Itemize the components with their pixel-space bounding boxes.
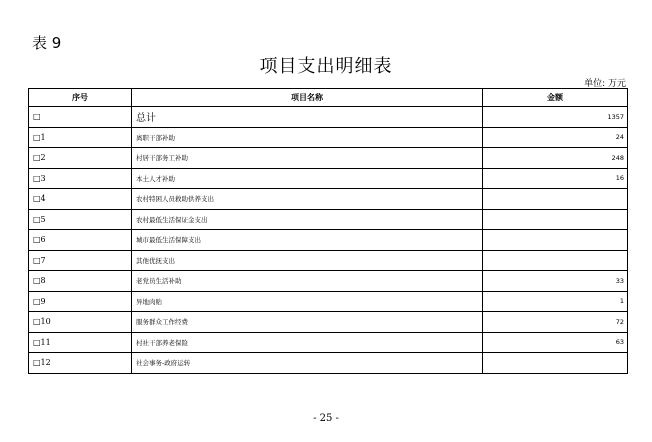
row-amount: 33: [483, 271, 628, 292]
table-row: [29, 312, 628, 333]
row-amount: 248: [483, 148, 628, 169]
row-amount: [483, 209, 628, 230]
row-code: □7: [29, 250, 132, 271]
table-number: 表 9: [32, 34, 62, 52]
table-row: [29, 250, 628, 271]
total-amount: 1357: [483, 107, 628, 128]
row-code: □12: [29, 353, 132, 374]
row-name: 村社干部养老保险: [132, 332, 483, 353]
row-code: □9: [29, 291, 132, 312]
table-row: [29, 209, 628, 230]
row-name: 离职干部补助: [132, 127, 483, 148]
unit-label: 单位: 万元: [584, 79, 626, 89]
row-name: 本土人才补助: [132, 168, 483, 189]
row-amount: [483, 230, 628, 251]
row-amount: [483, 189, 628, 210]
row-code: □8: [29, 271, 132, 292]
row-amount: 1: [483, 291, 628, 312]
total-row: [29, 107, 628, 128]
row-name: 老党员生活补助: [132, 271, 483, 292]
row-code: □4: [29, 189, 132, 210]
table-row: [29, 168, 628, 189]
row-code: □6: [29, 230, 132, 251]
row-name: 服务群众工作经费: [132, 312, 483, 333]
table-row: [29, 148, 628, 169]
row-code: □2: [29, 148, 132, 169]
page-title: 项目支出明细表: [259, 56, 393, 77]
total-code: □: [29, 107, 132, 128]
table-row: [29, 332, 628, 353]
row-amount: 16: [483, 168, 628, 189]
table-row: [29, 127, 628, 148]
row-code: □10: [29, 312, 132, 333]
table-row: [29, 230, 628, 251]
row-amount: 72: [483, 312, 628, 333]
row-amount: 24: [483, 127, 628, 148]
table-row: [29, 271, 628, 292]
table-row: [29, 189, 628, 210]
row-name: 农村最低生活保证金支出: [132, 209, 483, 230]
total-label: 总计: [132, 107, 483, 128]
row-name: 城市最低生活保障支出: [132, 230, 483, 251]
table-header-row: [29, 89, 628, 107]
row-code: □3: [29, 168, 132, 189]
header-project-name: 项目名称: [132, 89, 483, 107]
table-row: [29, 291, 628, 312]
row-code: □11: [29, 332, 132, 353]
row-name: 其他优抚支出: [132, 250, 483, 271]
row-amount: [483, 250, 628, 271]
row-name: 社会事务-政府运转: [132, 353, 483, 374]
row-code: □1: [29, 127, 132, 148]
page-number: - 25 -: [313, 413, 339, 424]
row-name: 农村特困人员救助供养支出: [132, 189, 483, 210]
row-name: 村居干部务工补助: [132, 148, 483, 169]
row-amount: 63: [483, 332, 628, 353]
table-row: [29, 353, 628, 374]
project-expenditure-table: [28, 88, 628, 374]
row-name: 异地肉贴: [132, 291, 483, 312]
row-code: □5: [29, 209, 132, 230]
row-amount: [483, 353, 628, 374]
header-amount: 金额: [483, 89, 628, 107]
header-serial: 序号: [29, 89, 132, 107]
